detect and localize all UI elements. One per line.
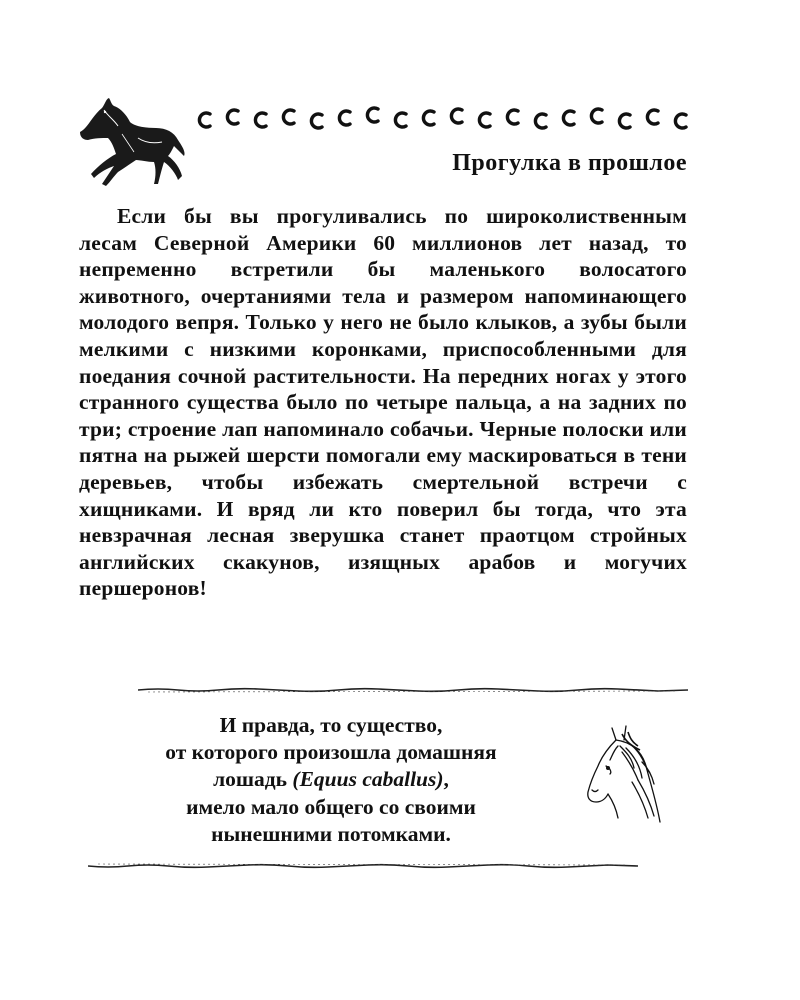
latin-name: (Equus caballus) <box>292 767 444 792</box>
horseshoe-row-icon <box>196 106 696 134</box>
callout-line: нынешними потомками. <box>211 821 451 846</box>
page-title: Прогулка в прошлое <box>452 150 687 176</box>
callout-line: И правда, то существо, <box>219 713 443 737</box>
callout-text: , <box>443 767 449 792</box>
divider-bottom <box>88 862 638 870</box>
callout-box <box>96 712 566 848</box>
divider-top <box>138 686 688 694</box>
horse-head-icon <box>582 722 666 830</box>
callout-line <box>96 766 566 793</box>
main-paragraph: Если бы вы прогуливались по широколиственным лесам Северной Америки 60 миллионов лет назад, то непременно встретили бы маленького волосатого животного, очертаниями тела и размером напоминающего молодого вепря. Только у него не было клыков, а зубы были мелкими с низкими коронками, приспособленными для поедания сочной растительности. На передних ногах у этого странного существа было по четыре пальца, а на задних по три; строение лап напоминало собачьи. Черные полоски или пятна на рыжей шерсти помогали ему маскироваться в тени деревьев, чтобы избежать смертельной встречи с хищниками. И вряд ли кто поверил бы тогда, что эта невзрачная лесная зверушка станет праотцом стройных английских скакунов, изящных арабов и могучих першеронов! <box>79 204 687 601</box>
galloping-horse-icon <box>78 94 188 194</box>
callout-line: имело мало общего со своими <box>186 794 476 819</box>
callout-text: лошадь <box>213 767 293 792</box>
callout-line: от которого произошла домашняя <box>165 740 497 765</box>
